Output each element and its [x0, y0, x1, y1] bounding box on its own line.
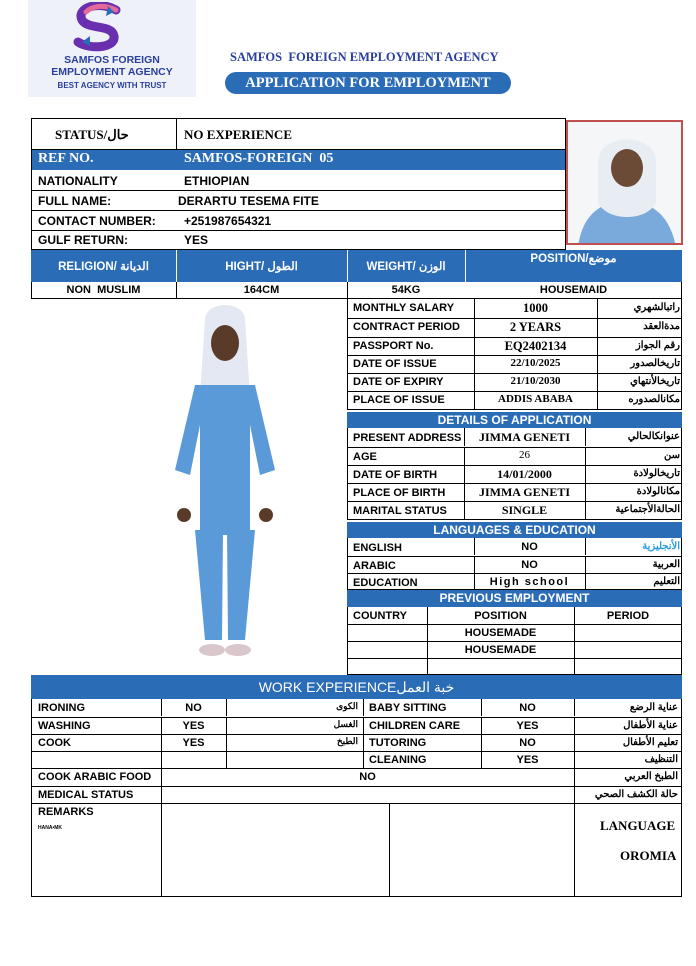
- language-arabic: الأنجليزية: [642, 541, 680, 552]
- remarks-small-text: HANA•MK: [38, 825, 62, 831]
- fullname-value: DERARTU TESEMA FITE: [178, 194, 319, 208]
- full-body-photo: [150, 305, 300, 665]
- prev-header-position: POSITION: [474, 610, 527, 622]
- remarks-label: REMARKS: [38, 806, 94, 818]
- contract-label: DATE OF EXPIRY: [353, 376, 444, 388]
- work-skill-label: TUTORING: [369, 737, 427, 749]
- detail-arabic: سن: [664, 450, 680, 461]
- contract-label: DATE OF ISSUE: [353, 358, 437, 370]
- gulf-label: GULF RETURN:: [38, 233, 128, 247]
- medical-ar: حالة الكشف الصحي: [594, 789, 678, 800]
- form-title: APPLICATION FOR EMPLOYMENT: [225, 72, 511, 94]
- work-skill-label: CLEANING: [369, 754, 427, 766]
- religion-header: RELIGION/ الديانة: [58, 261, 149, 273]
- prev-position-1: HOUSEMADE: [464, 627, 537, 639]
- agency-name: SAMFOS FOREIGN EMPLOYMENT AGENCY: [230, 50, 499, 64]
- contract-value: ADDIS ABABA: [498, 393, 573, 405]
- detail-arabic: مكانالولادة: [636, 486, 680, 497]
- details-title: DETAILS OF APPLICATION: [347, 412, 682, 428]
- agency-logo: [28, 0, 196, 97]
- work-skill-arabic: الطبخ: [336, 736, 358, 746]
- logo-line2: EMPLOYMENT AGENCY: [51, 66, 173, 78]
- status-label: STATUS/حال: [55, 127, 129, 142]
- position-value: HOUSEMAID: [539, 284, 608, 296]
- work-skill-value: YES: [516, 754, 539, 766]
- logo-line1: SAMFOS FOREIGN: [64, 54, 160, 66]
- detail-arabic: عنوانكالحالي: [627, 431, 680, 442]
- language-value: NO: [521, 559, 538, 571]
- logo-s-mark-icon: [68, 2, 128, 52]
- contact-value: +251987654321: [184, 214, 272, 228]
- height-value: 164CM: [243, 284, 280, 296]
- work-skill-arabic: عناية الأطفال: [623, 720, 678, 731]
- language-label: LANGUAGE: [600, 818, 676, 833]
- language-arabic: التعليم: [653, 576, 680, 587]
- language-arabic: العربية: [652, 559, 680, 570]
- language-value: NO: [521, 541, 538, 553]
- nationality-value: ETHIOPIAN: [184, 174, 250, 188]
- work-skill-arabic: الغسل: [333, 719, 358, 729]
- detail-value: SINGLE: [501, 503, 548, 517]
- contract-label: PLACE OF ISSUE: [353, 394, 445, 406]
- contract-arabic: مدةالعقد: [643, 321, 680, 332]
- work-skill-label: IRONING: [38, 702, 86, 714]
- work-skill-label: COOK: [38, 737, 71, 749]
- detail-arabic: تاريخالولادة: [633, 468, 680, 479]
- cook-arabic-label: COOK ARABIC FOOD: [38, 771, 152, 783]
- detail-arabic: الحالةالأجتماعية: [615, 504, 680, 515]
- work-skill-label: WASHING: [38, 720, 91, 732]
- contract-value: 1000: [523, 301, 548, 315]
- religion-value: NON MUSLIM: [66, 284, 141, 296]
- prev-header-period: PERIOD: [606, 610, 650, 622]
- detail-value: JIMMA GENETI: [478, 430, 570, 444]
- language-label: ARABIC: [353, 560, 396, 572]
- cook-arabic-ar: الطبخ العربي: [624, 771, 678, 782]
- gulf-value: YES: [184, 233, 209, 247]
- contract-arabic: تاريخالصدور: [630, 358, 680, 369]
- contract-arabic: مكانالصدوره: [628, 394, 680, 405]
- contract-label: PASSPORT No.: [353, 340, 434, 352]
- detail-label: PLACE OF BIRTH: [353, 487, 446, 499]
- ref-label: REF NO.: [38, 151, 94, 166]
- previous-title: PREVIOUS EMPLOYMENT: [347, 590, 682, 607]
- language-label: EDUCATION: [353, 577, 418, 589]
- portrait-icon: [568, 122, 683, 245]
- language-value: High school: [489, 576, 570, 588]
- prev-header-country: COUNTRY: [353, 610, 407, 622]
- contract-value: 22/10/2025: [510, 357, 561, 369]
- language-label: ENGLISH: [353, 542, 402, 554]
- detail-value: 14/01/2000: [497, 467, 552, 481]
- weight-value: 54KG: [391, 284, 421, 296]
- work-skill-value: NO: [519, 702, 536, 714]
- height-header: HIGHT/ الطول: [225, 261, 298, 273]
- work-title: WORK EXPERIENCEخبة العمل: [31, 675, 682, 699]
- work-skill-arabic: التنظيف: [644, 754, 678, 765]
- fullname-label: FULL NAME:: [38, 194, 112, 208]
- contract-arabic: تاريخالأنتهاي: [630, 376, 680, 387]
- language-value: OROMIA: [620, 848, 677, 863]
- contract-arabic: راتبالشهري: [633, 302, 680, 313]
- contract-value: 2 YEARS: [509, 320, 562, 334]
- detail-value: 26: [519, 449, 530, 461]
- work-skill-arabic: الكوى: [336, 701, 358, 711]
- contract-value: 21/10/2030: [510, 375, 561, 387]
- detail-label: DATE OF BIRTH: [353, 469, 438, 481]
- work-skill-value: NO: [185, 702, 202, 714]
- weight-header: WEIGHT/ الوزن: [366, 261, 446, 273]
- detail-value: JIMMA GENETI: [478, 485, 570, 499]
- contact-label: CONTACT NUMBER:: [38, 214, 156, 228]
- work-skill-label: BABY SITTING: [369, 702, 447, 714]
- full-body-figure-icon: [150, 305, 300, 665]
- nationality-label: NATIONALITY: [38, 174, 118, 188]
- cook-arabic-value: NO: [359, 771, 376, 783]
- work-skill-value: NO: [519, 737, 536, 749]
- work-skill-arabic: تعليم الأطفال: [622, 737, 678, 748]
- work-skill-label: CHILDREN CARE: [369, 720, 461, 732]
- work-skill-value: YES: [182, 720, 205, 732]
- passport-photo: [566, 120, 683, 245]
- work-skill-value: YES: [182, 737, 205, 749]
- languages-title: LANGUAGES & EDUCATION: [347, 522, 682, 538]
- status-value: NO EXPERIENCE: [184, 127, 292, 142]
- detail-label: PRESENT ADDRESS: [353, 432, 462, 444]
- position-header: POSITION/موضع: [530, 253, 617, 265]
- detail-label: MARITAL STATUS: [353, 505, 447, 517]
- contract-value: EQ2402134: [504, 339, 567, 353]
- logo-tagline: BEST AGENCY WITH TRUST: [57, 81, 167, 90]
- ref-value: SAMFOS-FOREIGN 05: [184, 151, 334, 166]
- medical-label: MEDICAL STATUS: [38, 789, 134, 801]
- work-skill-arabic: عناية الرضع: [629, 702, 678, 713]
- contract-arabic: رقم الجواز: [635, 340, 680, 351]
- prev-position-2: HOUSEMADE: [464, 644, 537, 656]
- contract-label: MONTHLY SALARY: [353, 302, 455, 314]
- contract-label: CONTRACT PERIOD: [353, 321, 460, 333]
- detail-label: AGE: [353, 451, 377, 463]
- work-skill-value: YES: [516, 720, 539, 732]
